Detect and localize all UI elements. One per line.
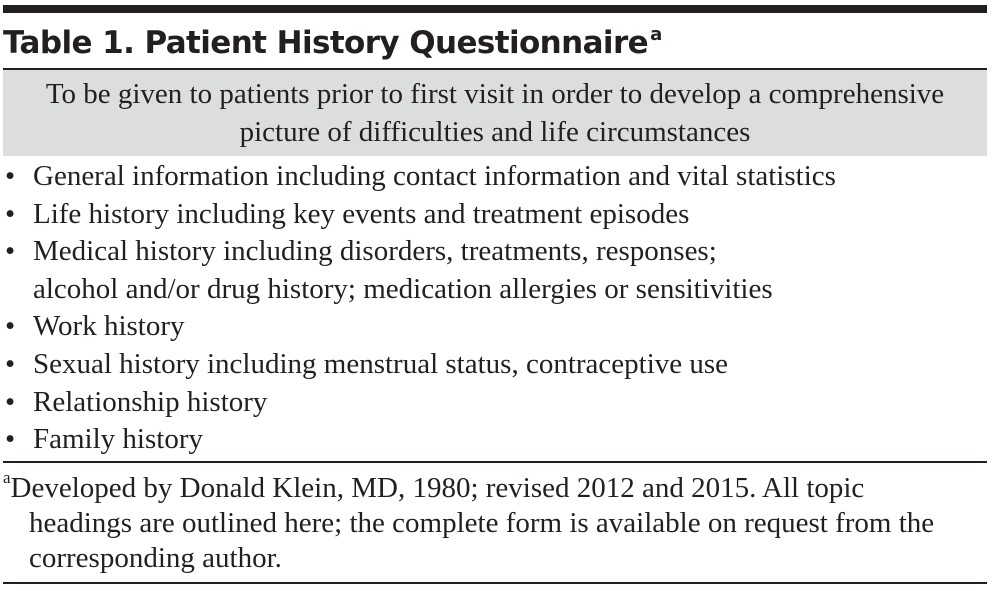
list-item — [3, 233, 987, 308]
intro-text: To be given to patients prior to first visit in order to develop a comprehensive picture of difficulties and life circumstances — [45, 78, 945, 148]
bullet-icon: • — [5, 347, 16, 380]
bullet-icon: • — [5, 310, 16, 343]
list-item — [3, 308, 987, 346]
title-footnote-marker: a — [650, 23, 662, 45]
list-item-text: Work history — [33, 310, 185, 343]
list-item — [3, 421, 987, 459]
bullet-icon: • — [5, 197, 16, 230]
bottom-rule — [3, 582, 987, 584]
topic-list — [3, 158, 987, 459]
list-item-text: General information including contact information and vital statistics — [33, 160, 836, 192]
list-item — [3, 384, 987, 422]
list-item-text: Family history — [33, 423, 203, 456]
footnote-rule — [3, 461, 987, 463]
table-title — [3, 20, 987, 66]
table-footnote — [3, 468, 963, 576]
list-item-text: Relationship history — [33, 385, 268, 418]
bullet-icon: • — [5, 423, 16, 456]
list-item-text: Medical history including disorders, treatments, responses; — [33, 235, 717, 268]
bullet-icon: • — [5, 385, 16, 418]
top-rule — [3, 5, 987, 13]
table-container — [3, 0, 987, 591]
list-item — [3, 158, 987, 196]
list-item-text: Sexual history including menstrual status, contraceptive use — [33, 347, 729, 380]
intro-band — [3, 70, 987, 156]
list-item — [3, 346, 987, 384]
list-item — [3, 196, 987, 234]
footnote-marker: a — [3, 468, 11, 488]
table-title-text: Table 1. Patient History Questionnaire — [3, 25, 649, 61]
list-item-text: Life history including key events and treatment episodes — [33, 197, 690, 230]
bullet-icon: • — [5, 160, 16, 192]
list-item-text-continued: alcohol and/or drug history; medication allergies or sensitivities — [33, 272, 773, 305]
bullet-icon: • — [5, 235, 16, 268]
footnote-text: Developed by Donald Klein, MD, 1980; revised 2012 and 2015. All topic headings are outlined here; the complete form is available on request from the corresponding author. — [10, 472, 935, 574]
